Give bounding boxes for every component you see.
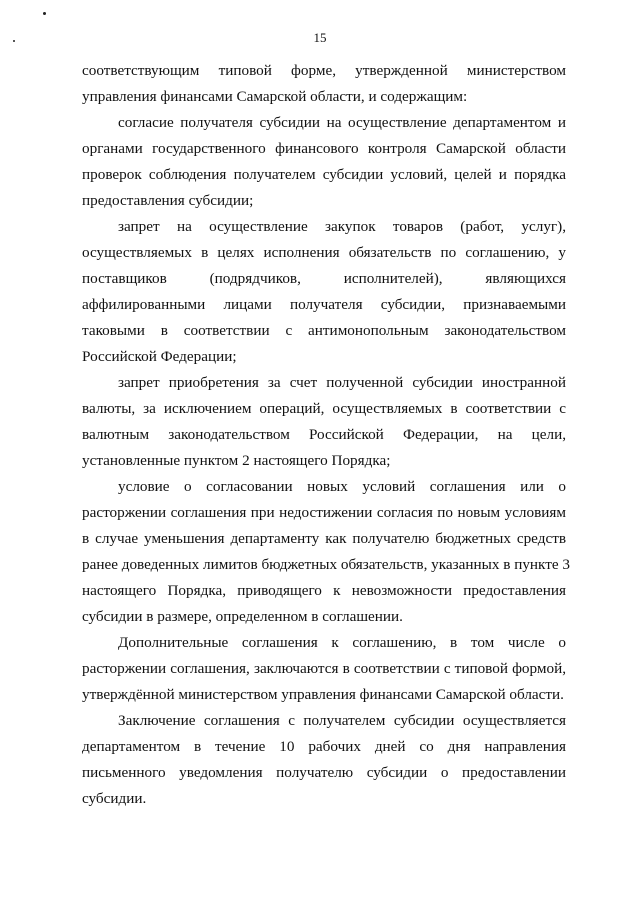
text-line: соответствующим типовой форме, утвержденной министерством <box>82 62 566 79</box>
text-line: установленные пунктом 2 настоящего Порядка; <box>82 452 391 469</box>
text-line: валютным законодательством Российской Федерации, на цели, <box>82 426 566 443</box>
text-line: органами государственного финансового контроля Самарской области <box>82 140 566 157</box>
text-line: условие о согласовании новых условий соглашения или о <box>118 478 566 495</box>
text-line: в случае уменьшения департаменту как получателю бюджетных средств <box>82 530 566 547</box>
text-line: поставщиков (подрядчиков, исполнителей), являющихся <box>82 270 566 287</box>
paragraph <box>82 630 566 708</box>
text-line: Российской Федерации; <box>82 348 237 365</box>
text-line: запрет на осуществление закупок товаров (работ, услуг), <box>118 218 566 235</box>
text-line: таковыми в соответствии с антимонопольным законодательством <box>82 322 566 339</box>
text-line: Заключение соглашения с получателем субсидии осуществляется <box>118 712 566 729</box>
text-line: субсидии в размере, определенном в соглашении. <box>82 608 403 625</box>
text-line: ранее доведенных лимитов бюджетных обязательств, указанных в пункте 3 <box>82 556 571 573</box>
text-line: письменного уведомления получателю субсидии о предоставлении <box>82 764 566 781</box>
paragraph <box>82 58 566 110</box>
page-number: 15 <box>313 30 327 45</box>
text-line: настоящего Порядка, приводящего к невозможности предоставления <box>82 582 566 599</box>
text-line: проверок соблюдения получателем субсидии условий, целей и порядка <box>82 166 566 183</box>
scan-artifact-dot <box>43 12 46 15</box>
text-line: валюты, за исключением операций, осуществляемых в соответствии с <box>82 400 566 417</box>
text-line: департаментом в течение 10 рабочих дней со дня направления <box>82 738 566 755</box>
text-line: утверждённой министерством управления финансами Самарской области. <box>82 686 564 703</box>
paragraph <box>82 370 566 474</box>
text-line: предоставления субсидии; <box>82 192 254 209</box>
text-line: осуществляемых в целях исполнения обязательств по соглашению, у <box>82 244 566 261</box>
text-line: расторжении соглашения при недостижении согласия по новым условиям <box>82 504 566 521</box>
paragraph <box>82 708 566 812</box>
text-line: Дополнительные соглашения к соглашению, в том числе о <box>118 634 566 651</box>
text-line: субсидии. <box>82 790 147 807</box>
paragraph <box>82 474 571 630</box>
text-line: управления финансами Самарской области, и содержащим: <box>82 88 468 105</box>
text-line: расторжении соглашения, заключаются в соответствии с типовой формой, <box>82 660 566 677</box>
paragraph <box>82 110 566 214</box>
text-line: аффилированными лицами получателя субсидии, признаваемыми <box>82 296 566 313</box>
paragraph <box>82 214 566 370</box>
text-line: согласие получателя субсидии на осуществление департаментом и <box>118 114 566 131</box>
text-line: запрет приобретения за счет полученной субсидии иностранной <box>118 374 566 391</box>
document-body <box>82 58 571 812</box>
